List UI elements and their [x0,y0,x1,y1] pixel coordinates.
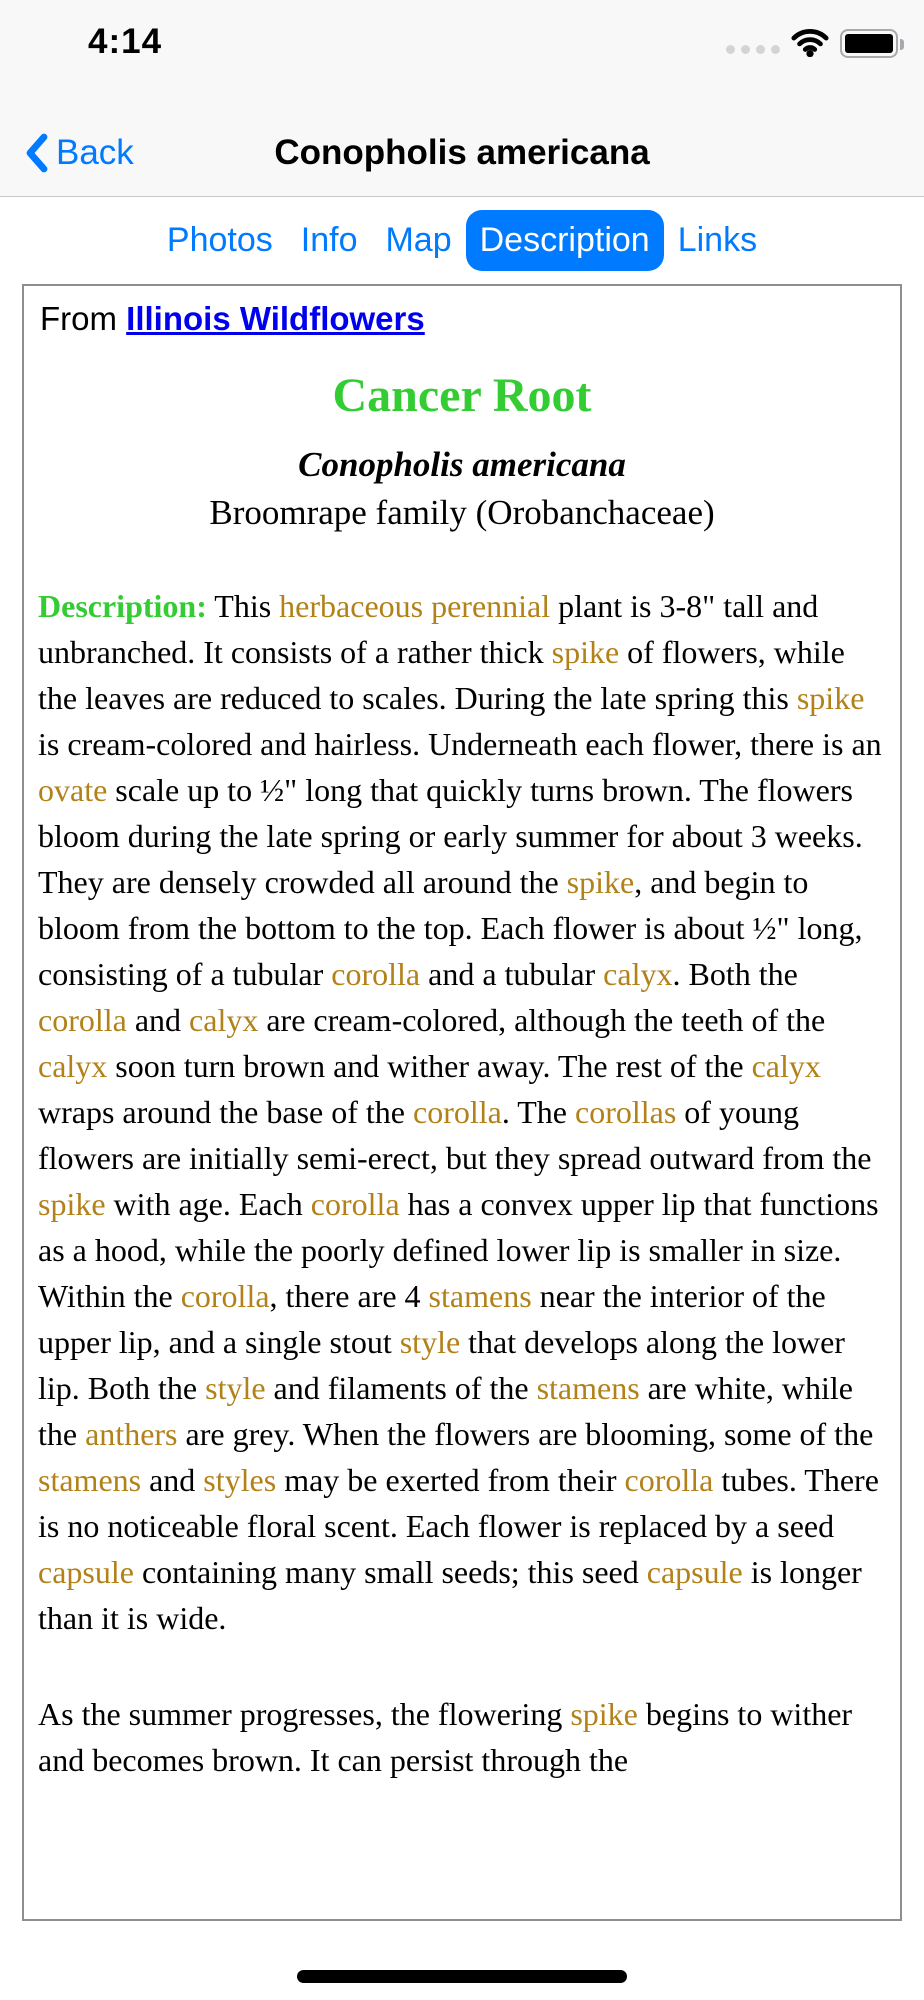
source-website-link[interactable]: Illinois Wildflowers [126,300,425,337]
plant-latin-name: Conopholis americana [298,445,626,484]
body-text: . The [501,1094,575,1130]
body-text: are cream-colored, although the teeth of the [258,1002,826,1038]
signal-dot [771,45,780,54]
term-link[interactable]: spike [570,1696,638,1732]
body-text: and [141,1462,204,1498]
nav-bar [0,118,924,188]
section-label: Description: [38,588,207,624]
term-link[interactable]: corolla [412,1094,502,1130]
term-link[interactable]: corolla [310,1186,400,1222]
term-link[interactable]: herbaceous perennial [279,588,551,624]
term-link[interactable]: spike [38,1186,106,1222]
body-text: near the interior of the upper lip, and a single stout [38,1278,826,1360]
term-link[interactable]: corolla [180,1278,270,1314]
status-time: 4:14 [88,22,163,61]
body-text: that develops along the lower lip. Both the [38,1324,845,1406]
body-text: tubes. There is no noticeable floral scent. Each flower is replaced by a seed [38,1462,879,1544]
term-link[interactable]: stamens [536,1370,640,1406]
tab-map[interactable]: Map [385,221,452,259]
tab-description[interactable]: Description [466,210,664,271]
body-text: . Both the [672,956,798,992]
top-chrome [0,0,924,197]
body-text: are grey. When the flowers are blooming, some of the [177,1416,874,1452]
term-link[interactable]: stamens [38,1462,142,1498]
battery-fill [845,34,893,53]
description-paragraph [38,1691,886,1783]
plant-family: Broomrape family (Orobanchaceae) [209,493,715,532]
term-link[interactable]: calyx [603,956,673,992]
body-text: plant is 3-8" tall and unbranched. It consists of a rather thick [38,588,819,670]
body-text: , there are 4 [269,1278,429,1314]
term-link[interactable]: spike [551,634,620,670]
term-link[interactable]: styles [203,1462,277,1498]
tab-info[interactable]: Info [300,221,358,259]
source-line [40,300,886,338]
body-text: is longer than it is wide. [38,1554,862,1636]
term-link[interactable]: corolla [331,956,421,992]
term-link[interactable]: ovate [38,772,108,808]
body-text: , and begin to bloom from the bottom to the top. Each flower is about ½" long, consisting of a tubular [38,864,863,992]
term-link[interactable]: anthers [85,1416,178,1452]
battery-nub [900,39,904,50]
plant-common-name: Cancer Root [332,369,592,422]
body-text: has a convex upper lip that functions as a hood, while the poorly defined lower lip is smaller in size. Within the [38,1186,879,1314]
body-text: This [206,588,280,624]
battery-icon [840,29,898,58]
tab-bar [0,197,924,284]
back-label: Back [56,133,134,172]
body-text: with age. Each [105,1186,311,1222]
signal-dot [756,45,765,54]
term-link[interactable]: stamens [428,1278,532,1314]
signal-dot [726,45,735,54]
signal-dot [741,45,750,54]
body-text: may be exerted from their [276,1462,625,1498]
body-text: are white, while the [38,1370,853,1452]
status-icons [726,28,904,58]
body-text: and [126,1002,190,1038]
body-text: and a tubular [420,956,604,992]
tab-links[interactable]: Links [677,221,758,259]
description-paragraph [38,583,886,1641]
back-button[interactable] [24,133,134,173]
term-link[interactable]: spike [566,864,635,900]
home-indicator[interactable] [297,1970,627,1983]
description-panel[interactable] [22,284,902,1921]
body-text: As the summer progresses, the flowering [38,1696,571,1732]
body-text: wraps around the base of the [38,1094,413,1130]
body-text: begins to wither and becomes brown. It can persist through the [38,1696,853,1778]
body-text: is cream-colored and hairless. Underneath each flower, there is an [38,726,882,762]
body-text: of flowers, while the leaves are reduced to scales. During the late spring this [38,634,845,716]
term-link[interactable]: corolla [624,1462,714,1498]
tab-photos[interactable]: Photos [166,221,273,259]
body-text: and filaments of the [265,1370,537,1406]
back-chevron-icon [24,133,48,173]
term-link[interactable]: style [205,1370,266,1406]
term-link[interactable]: style [399,1324,461,1360]
term-link[interactable]: spike [796,680,865,716]
body-text: of young flowers are initially semi-erect, but they spread outward from the [38,1094,872,1176]
term-link[interactable]: calyx [38,1048,108,1084]
body-text: soon turn brown and wither away. The rest of the [107,1048,752,1084]
source-prefix: From [40,300,127,337]
term-link[interactable]: corolla [38,1002,127,1038]
wifi-icon [791,28,829,57]
term-link[interactable]: capsule [38,1554,134,1590]
term-link[interactable]: capsule [646,1554,743,1590]
body-text: containing many small seeds; this seed [133,1554,647,1590]
body-text: scale up to ½" long that quickly turns brown. The flowers bloom during the late spring or early summer for about 3 weeks. They are densely crowded all around the [38,772,863,900]
term-link[interactable]: calyx [751,1048,821,1084]
page-title: Conopholis americana [274,133,650,172]
cellular-dots-icon [726,45,780,54]
term-link[interactable]: corollas [575,1094,677,1130]
term-link[interactable]: calyx [189,1002,259,1038]
description-body [38,583,886,1783]
